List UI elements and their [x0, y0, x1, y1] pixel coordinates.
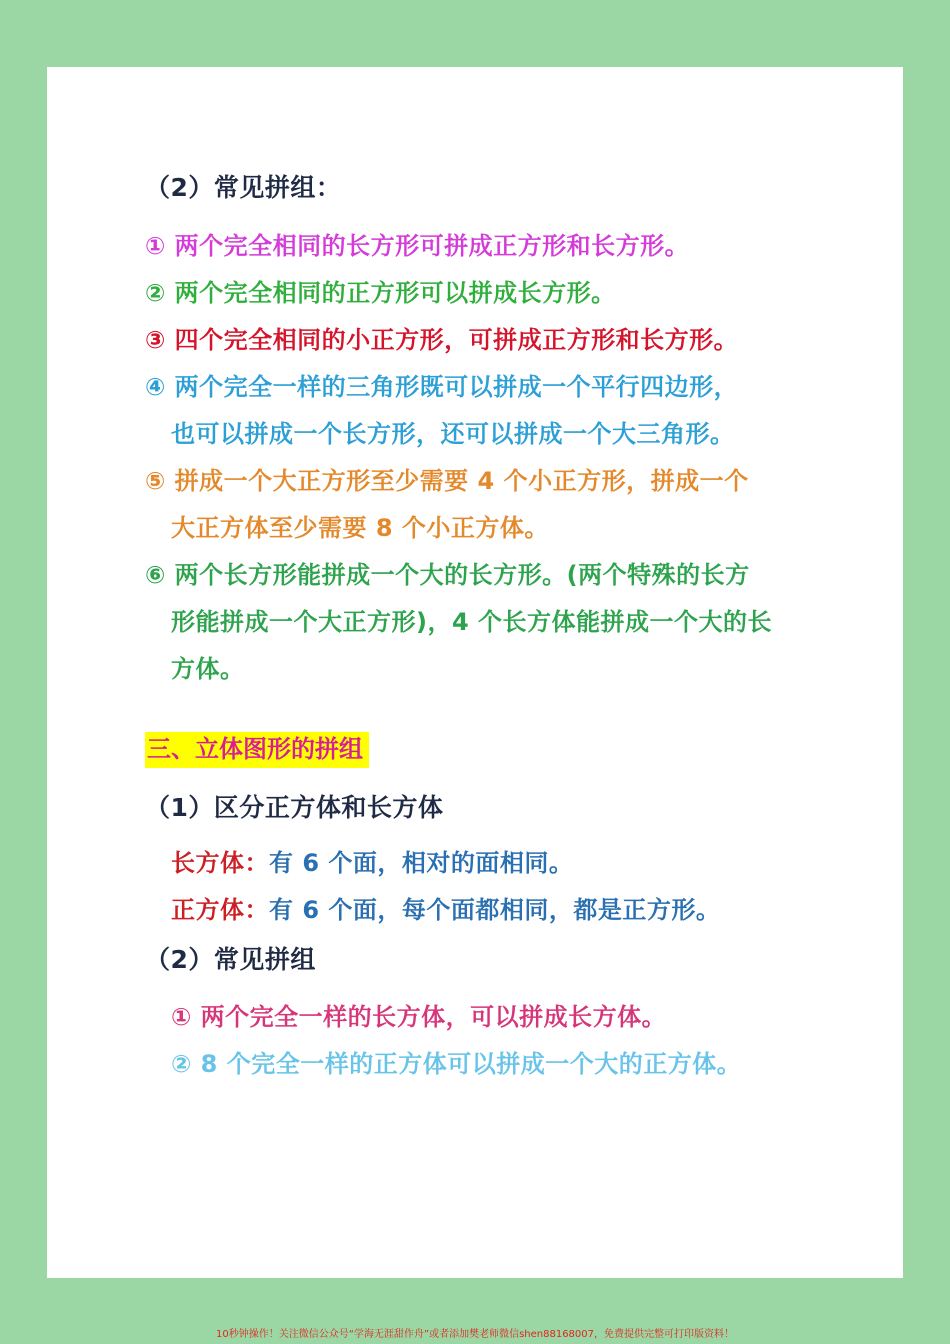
cuboid-text: 有 6 个面，相对的面相同。	[269, 849, 574, 877]
cube-row	[171, 895, 720, 925]
list-item-5: ⑤ 拼成一个大正方形至少需要 4 个小正方形，拼成一个	[145, 467, 749, 495]
document-page	[47, 67, 903, 1278]
list-item-5-cont: 大正方体至少需要 8 个小正方体。	[171, 514, 549, 542]
list-item-6-cont: 形能拼成一个大正方形)，4 个长方体能拼成一个大的长	[171, 608, 773, 636]
cube-label: 正方体：	[171, 896, 269, 924]
list-item-4: ④ 两个完全一样的三角形既可以拼成一个平行四边形，	[145, 373, 739, 401]
list-item-3: ③ 四个完全相同的小正方形，可拼成正方形和长方形。	[145, 326, 739, 354]
section-heading-common-combos: （2）常见拼组：	[145, 173, 342, 202]
section-title-3d-shapes: 三、立体图形的拼组	[145, 732, 369, 768]
solid-item-1: ① 两个完全一样的长方体，可以拼成长方体。	[171, 1003, 667, 1031]
list-item-6: ⑥ 两个长方形能拼成一个大的长方形。(两个特殊的长方	[145, 561, 750, 589]
footer-note: 10秒钟操作！关注微信公众号“学海无涯甜作舟”或者添加樊老师微信shen88168007，免费提供完整可打印版资料！	[215, 1329, 735, 1340]
cuboid-row	[171, 848, 573, 878]
cube-text: 有 6 个面，每个面都相同，都是正方形。	[269, 896, 721, 924]
list-item-1: ① 两个完全相同的长方形可拼成正方形和长方形。	[145, 232, 690, 260]
list-item-6-cont2: 方体。	[171, 655, 245, 683]
solid-item-2: ② 8 个完全一样的正方体可以拼成一个大的正方体。	[171, 1050, 742, 1078]
cuboid-label: 长方体：	[171, 849, 269, 877]
list-item-4-cont: 也可以拼成一个长方形，还可以拼成一个大三角形。	[171, 420, 735, 448]
subheading-distinguish: （1）区分正方体和长方体	[145, 793, 444, 822]
subheading-common-combos: （2）常见拼组	[145, 945, 316, 974]
list-item-2: ② 两个完全相同的正方形可以拼成长方形。	[145, 279, 616, 307]
